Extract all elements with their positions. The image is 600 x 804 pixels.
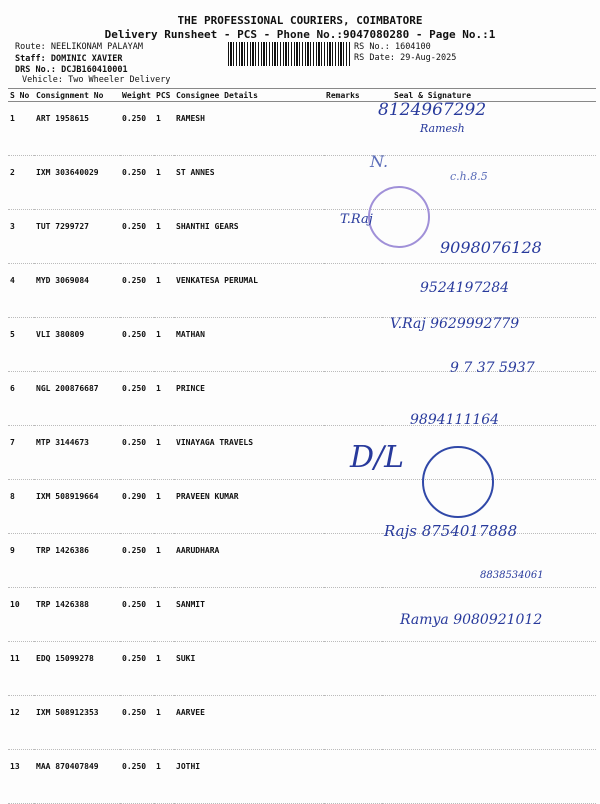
row-sno: 6: [8, 372, 34, 426]
signature: 9894111164: [410, 412, 500, 428]
row-consignee: JOTHI: [174, 750, 324, 804]
barcode: [228, 42, 350, 66]
vehicle-line: [22, 75, 170, 85]
row-consignee: SUKI: [174, 642, 324, 696]
row-consignee: RAMESH: [174, 102, 324, 156]
row-consignee: AARVEE: [174, 696, 324, 750]
table-row: [8, 426, 596, 480]
rs-date-value: 29-Aug-2025: [400, 53, 457, 63]
col-consignee: Consignee Details: [174, 89, 324, 102]
row-consignee: PRAVEEN KUMAR: [174, 480, 324, 534]
row-consignment: NGL 200876687: [34, 372, 120, 426]
company-title: THE PROFESSIONAL COURIERS, COIMBATORE: [177, 14, 423, 27]
row-consignment: IXM 508912353: [34, 696, 120, 750]
signature: T.Raj: [340, 212, 373, 227]
row-consignee: SHANTHI GEARS: [174, 210, 324, 264]
route-line: [15, 42, 143, 52]
col-weight: Weight: [120, 89, 154, 102]
drs-line: [15, 65, 128, 75]
row-pcs: 1: [154, 534, 174, 588]
row-pcs: 1: [154, 264, 174, 318]
row-remarks: [324, 642, 382, 696]
rs-date-label: RS Date:: [354, 53, 395, 63]
row-weight: 0.250: [120, 318, 154, 372]
row-pcs: 1: [154, 696, 174, 750]
row-remarks: [324, 534, 382, 588]
route-label: Route:: [15, 42, 46, 52]
row-pcs: 1: [154, 156, 174, 210]
seal-stamp: [368, 186, 430, 248]
row-pcs: 1: [154, 642, 174, 696]
signature: 8838534061: [480, 570, 544, 581]
row-weight: 0.250: [120, 750, 154, 804]
row-sno: 8: [8, 480, 34, 534]
row-sno: 4: [8, 264, 34, 318]
row-signature: [382, 696, 596, 750]
row-consignment: IXM 508919664: [34, 480, 120, 534]
table-row: [8, 696, 596, 750]
row-remarks: [324, 696, 382, 750]
row-sno: 11: [8, 642, 34, 696]
table-row: [8, 156, 596, 210]
row-consignee: VENKATESA PERUMAL: [174, 264, 324, 318]
row-weight: 0.250: [120, 534, 154, 588]
row-consignment: VLI 380809: [34, 318, 120, 372]
row-pcs: 1: [154, 210, 174, 264]
row-signature: [382, 642, 596, 696]
runsheet-title: Delivery Runsheet - PCS - Phone No.:9047080280 - Page No.:1: [104, 28, 496, 41]
signature: 9 7 37 5937: [450, 360, 535, 376]
row-weight: 0.290: [120, 480, 154, 534]
row-weight: 0.250: [120, 696, 154, 750]
drs-label: DRS No.:: [15, 65, 56, 75]
row-pcs: 1: [154, 102, 174, 156]
col-sno: S No: [8, 89, 34, 102]
staff-value: DOMINIC XAVIER: [50, 54, 123, 64]
row-pcs: 1: [154, 750, 174, 804]
signature: 9524197284: [420, 280, 510, 296]
row-sno: 5: [8, 318, 34, 372]
row-pcs: 1: [154, 372, 174, 426]
rs-no-label: RS No.:: [354, 42, 390, 52]
row-pcs: 1: [154, 318, 174, 372]
col-remarks: Remarks: [324, 89, 382, 102]
signature: Ramesh: [420, 122, 465, 135]
table-row: [8, 102, 596, 156]
row-consignment: EDQ 15099278: [34, 642, 120, 696]
row-weight: 0.250: [120, 156, 154, 210]
row-remarks: [324, 264, 382, 318]
route-value: NEELIKONAM PALAYAM: [50, 42, 143, 52]
signature: N.: [370, 152, 389, 171]
row-consignment: MTP 3144673: [34, 426, 120, 480]
table-header-row: [8, 89, 596, 102]
signature: 9098076128: [440, 238, 542, 257]
col-consignment: Consignment No: [34, 89, 120, 102]
row-pcs: 1: [154, 588, 174, 642]
row-weight: 0.250: [120, 372, 154, 426]
row-sno: 10: [8, 588, 34, 642]
row-pcs: 1: [154, 426, 174, 480]
row-remarks: [324, 372, 382, 426]
row-sno: 9: [8, 534, 34, 588]
table-row: [8, 642, 596, 696]
row-consignment: MYD 3069084: [34, 264, 120, 318]
row-remarks: [324, 750, 382, 804]
row-pcs: 1: [154, 480, 174, 534]
row-consignment: ART 1958615: [34, 102, 120, 156]
signature: 8124967292: [378, 100, 487, 120]
staff-line: [15, 54, 123, 64]
row-consignment: TRP 1426388: [34, 588, 120, 642]
row-consignee: VINAYAGA TRAVELS: [174, 426, 324, 480]
row-consignment: MAA 870407849: [34, 750, 120, 804]
signature: c.h.8.5: [450, 170, 488, 183]
signature: V.Raj 9629992779: [390, 316, 520, 332]
row-remarks: [324, 588, 382, 642]
row-sno: 3: [8, 210, 34, 264]
row-sno: 12: [8, 696, 34, 750]
row-weight: 0.250: [120, 210, 154, 264]
row-consignee: MATHAN: [174, 318, 324, 372]
signature: Ramya 9080921012: [400, 612, 543, 628]
row-signature: [382, 750, 596, 804]
staff-label: Staff:: [15, 54, 46, 64]
signature: Rajs 8754017888: [384, 522, 518, 540]
row-sno: 7: [8, 426, 34, 480]
drs-value: DCJB160410001: [61, 65, 128, 75]
row-consignment: IXM 303640029: [34, 156, 120, 210]
row-consignment: TUT 7299727: [34, 210, 120, 264]
table-row: [8, 750, 596, 804]
row-remarks: [324, 318, 382, 372]
row-weight: 0.250: [120, 264, 154, 318]
row-consignee: SANMIT: [174, 588, 324, 642]
row-consignment: TRP 1426386: [34, 534, 120, 588]
signature: D/L: [350, 440, 405, 475]
row-sno: 2: [8, 156, 34, 210]
col-seal-signature: Seal & Signature: [382, 89, 596, 102]
runsheet-table: [8, 88, 596, 804]
row-consignee: AARUDHARA: [174, 534, 324, 588]
row-consignee: ST ANNES: [174, 156, 324, 210]
row-remarks: [324, 480, 382, 534]
row-weight: 0.250: [120, 102, 154, 156]
vehicle-label: Vehicle:: [22, 75, 63, 85]
rs-date-line: [354, 53, 456, 63]
row-sno: 1: [8, 102, 34, 156]
vehicle-value: Two Wheeler Delivery: [68, 75, 171, 85]
row-remarks: [324, 102, 382, 156]
row-weight: 0.250: [120, 642, 154, 696]
seal-stamp: [422, 446, 494, 518]
rs-no-value: 1604100: [394, 42, 431, 52]
row-consignee: PRINCE: [174, 372, 324, 426]
row-sno: 13: [8, 750, 34, 804]
row-weight: 0.250: [120, 588, 154, 642]
table-row: [8, 372, 596, 426]
row-weight: 0.250: [120, 426, 154, 480]
rs-no-line: [354, 42, 431, 52]
col-pcs: PCS: [154, 89, 174, 102]
